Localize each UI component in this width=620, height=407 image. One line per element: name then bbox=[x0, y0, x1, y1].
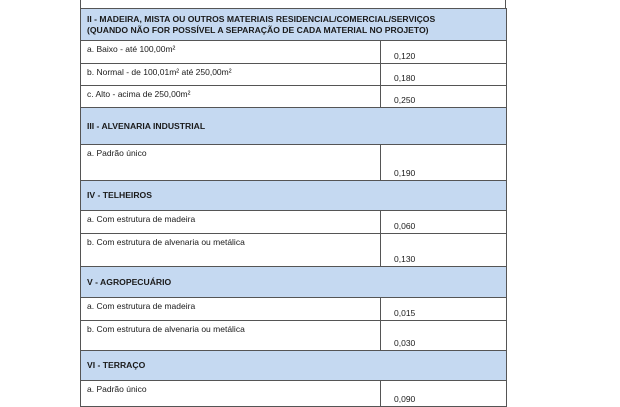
row-label: a. Com estrutura de madeira bbox=[81, 211, 381, 234]
section-header-telheiros bbox=[81, 181, 507, 211]
rates-table bbox=[80, 8, 507, 407]
table-row bbox=[81, 321, 507, 351]
table-row bbox=[81, 234, 507, 267]
table-row bbox=[81, 41, 507, 64]
row-label: b. Com estrutura de alvenaria ou metálica bbox=[81, 234, 381, 267]
row-value: 0,015 bbox=[381, 298, 507, 321]
table-row bbox=[81, 298, 507, 321]
section-header-cell bbox=[81, 9, 507, 41]
section-title: VI - TERRAÇO bbox=[81, 351, 507, 381]
section-header-agropecuario bbox=[81, 267, 507, 298]
row-value: 0,120 bbox=[381, 41, 507, 64]
row-label: b. Normal - de 100,01m² até 250,00m² bbox=[81, 64, 381, 86]
table-row bbox=[81, 86, 507, 108]
section-title: III - ALVENARIA INDUSTRIAL bbox=[81, 108, 507, 145]
section-title: V - AGROPECUÁRIO bbox=[81, 267, 507, 298]
section-header-madeira bbox=[81, 9, 507, 41]
row-label: a. Baixo - até 100,00m² bbox=[81, 41, 381, 64]
section-header-terraco bbox=[81, 351, 507, 381]
row-value: 0,030 bbox=[381, 321, 507, 351]
section-title: II - MADEIRA, MISTA OU OUTROS MATERIAIS RESIDENCIAL/COMERCIAL/SERVIÇOS bbox=[87, 14, 436, 24]
section-title: IV - TELHEIROS bbox=[81, 181, 507, 211]
table-row bbox=[81, 64, 507, 86]
row-value: 0,060 bbox=[381, 211, 507, 234]
table-row bbox=[81, 211, 507, 234]
table-border-top-left bbox=[80, 0, 81, 8]
section-header-alvenaria-industrial bbox=[81, 108, 507, 145]
row-value: 0,090 bbox=[381, 381, 507, 407]
row-label: b. Com estrutura de alvenaria ou metálica bbox=[81, 321, 381, 351]
row-label: c. Alto - acima de 250,00m² bbox=[81, 86, 381, 108]
table-row bbox=[81, 145, 507, 181]
table-border-top-right bbox=[505, 0, 506, 8]
table-row bbox=[81, 381, 507, 407]
row-label: a. Padrão único bbox=[81, 145, 381, 181]
row-value: 0,180 bbox=[381, 64, 507, 86]
row-value: 0,250 bbox=[381, 86, 507, 108]
row-label: a. Padrão único bbox=[81, 381, 381, 407]
section-subtitle: (QUANDO NÃO FOR POSSÍVEL A SEPARAÇÃO DE CADA MATERIAL NO PROJETO) bbox=[87, 24, 429, 35]
row-label: a. Com estrutura de madeira bbox=[81, 298, 381, 321]
row-value: 0,190 bbox=[381, 145, 507, 181]
row-value: 0,130 bbox=[381, 234, 507, 267]
